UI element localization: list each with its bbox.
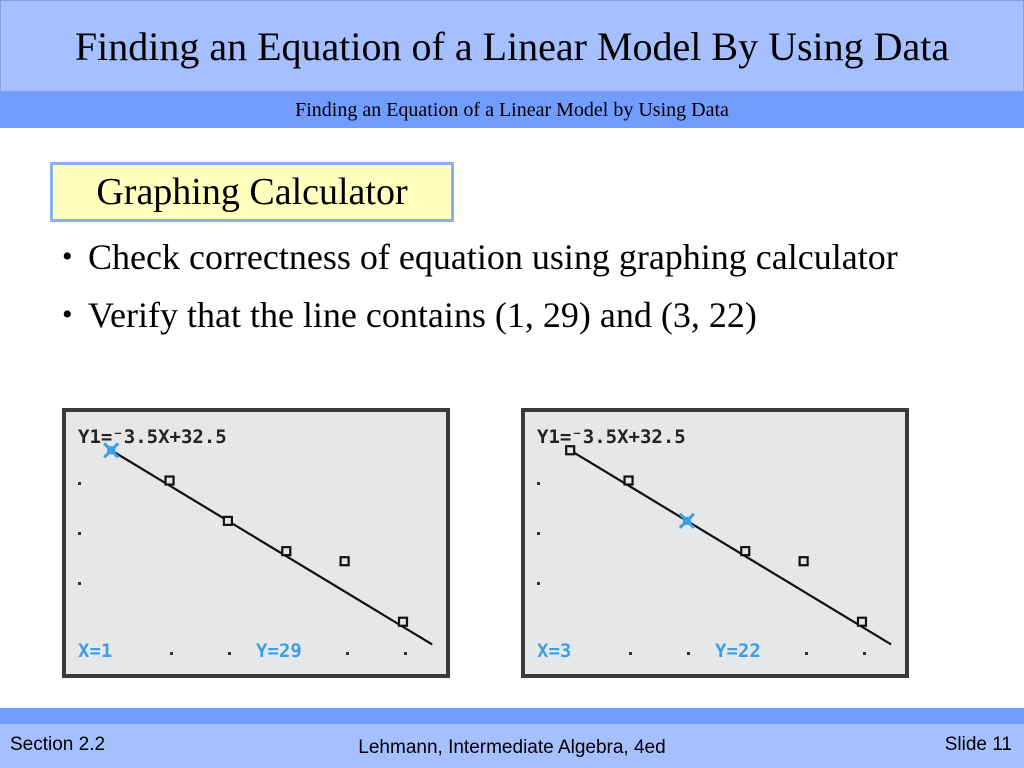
calculator-plot <box>525 412 905 674</box>
data-point <box>741 547 749 555</box>
section-heading: Graphing Calculator <box>96 171 408 213</box>
model-line <box>111 450 432 644</box>
data-point <box>341 557 349 565</box>
section-heading-box <box>50 162 454 222</box>
y-readout: Y=22 <box>715 640 761 662</box>
data-point <box>399 618 407 626</box>
bullet-item <box>62 232 962 282</box>
data-point <box>858 618 866 626</box>
axis-tick-dot <box>404 652 407 655</box>
equation-readout: Y1=⁻3.5X+32.5 <box>78 426 227 448</box>
axis-tick-dot <box>346 652 349 655</box>
footer-section: Section 2.2 <box>10 734 106 755</box>
bullet-item <box>62 290 962 340</box>
title-bar <box>0 0 1024 92</box>
axis-tick-dot <box>863 652 866 655</box>
data-point <box>282 547 290 555</box>
axis-tick-dot <box>78 582 81 585</box>
bullet-list <box>62 232 962 348</box>
bullet-icon: • <box>62 298 73 331</box>
x-readout: X=3 <box>537 640 572 662</box>
axis-tick-dot <box>78 482 81 485</box>
x-readout: X=1 <box>78 640 113 662</box>
axis-tick-dot <box>228 652 231 655</box>
bullet-text: Check correctness of equation using graphing calculator <box>88 237 898 277</box>
axis-tick-dot <box>537 532 540 535</box>
data-point <box>166 477 174 485</box>
axis-tick-dot <box>537 582 540 585</box>
bullet-icon: • <box>62 240 73 273</box>
slide-title: Finding an Equation of a Linear Model By Using Data <box>74 23 950 69</box>
calculator-screen-2 <box>521 408 909 678</box>
footer-slide-number: Slide 11 <box>944 734 1012 755</box>
footer <box>0 724 1024 768</box>
trace-cursor <box>680 514 694 528</box>
axis-tick-dot <box>537 482 540 485</box>
data-point <box>224 517 232 525</box>
axis-tick-dot <box>629 652 632 655</box>
axis-tick-dot <box>805 652 808 655</box>
footer-book: Lehmann, Intermediate Algebra, 4ed <box>358 737 666 758</box>
data-point <box>800 557 808 565</box>
bullet-text: Verify that the line contains (1, 29) and (3, 22) <box>88 295 757 335</box>
slide-subtitle: Finding an Equation of a Linear Model by Using Data <box>295 98 729 121</box>
subtitle-bar <box>0 92 1024 128</box>
calculator-plot <box>66 412 446 674</box>
y-readout: Y=29 <box>256 640 302 662</box>
footer-strip <box>0 708 1024 724</box>
axis-tick-dot <box>78 532 81 535</box>
data-point <box>625 477 633 485</box>
axis-tick-dot <box>170 652 173 655</box>
calculator-screen-1 <box>62 408 450 678</box>
axis-tick-dot <box>687 652 690 655</box>
equation-readout: Y1=⁻3.5X+32.5 <box>537 426 686 448</box>
model-line <box>570 450 891 644</box>
